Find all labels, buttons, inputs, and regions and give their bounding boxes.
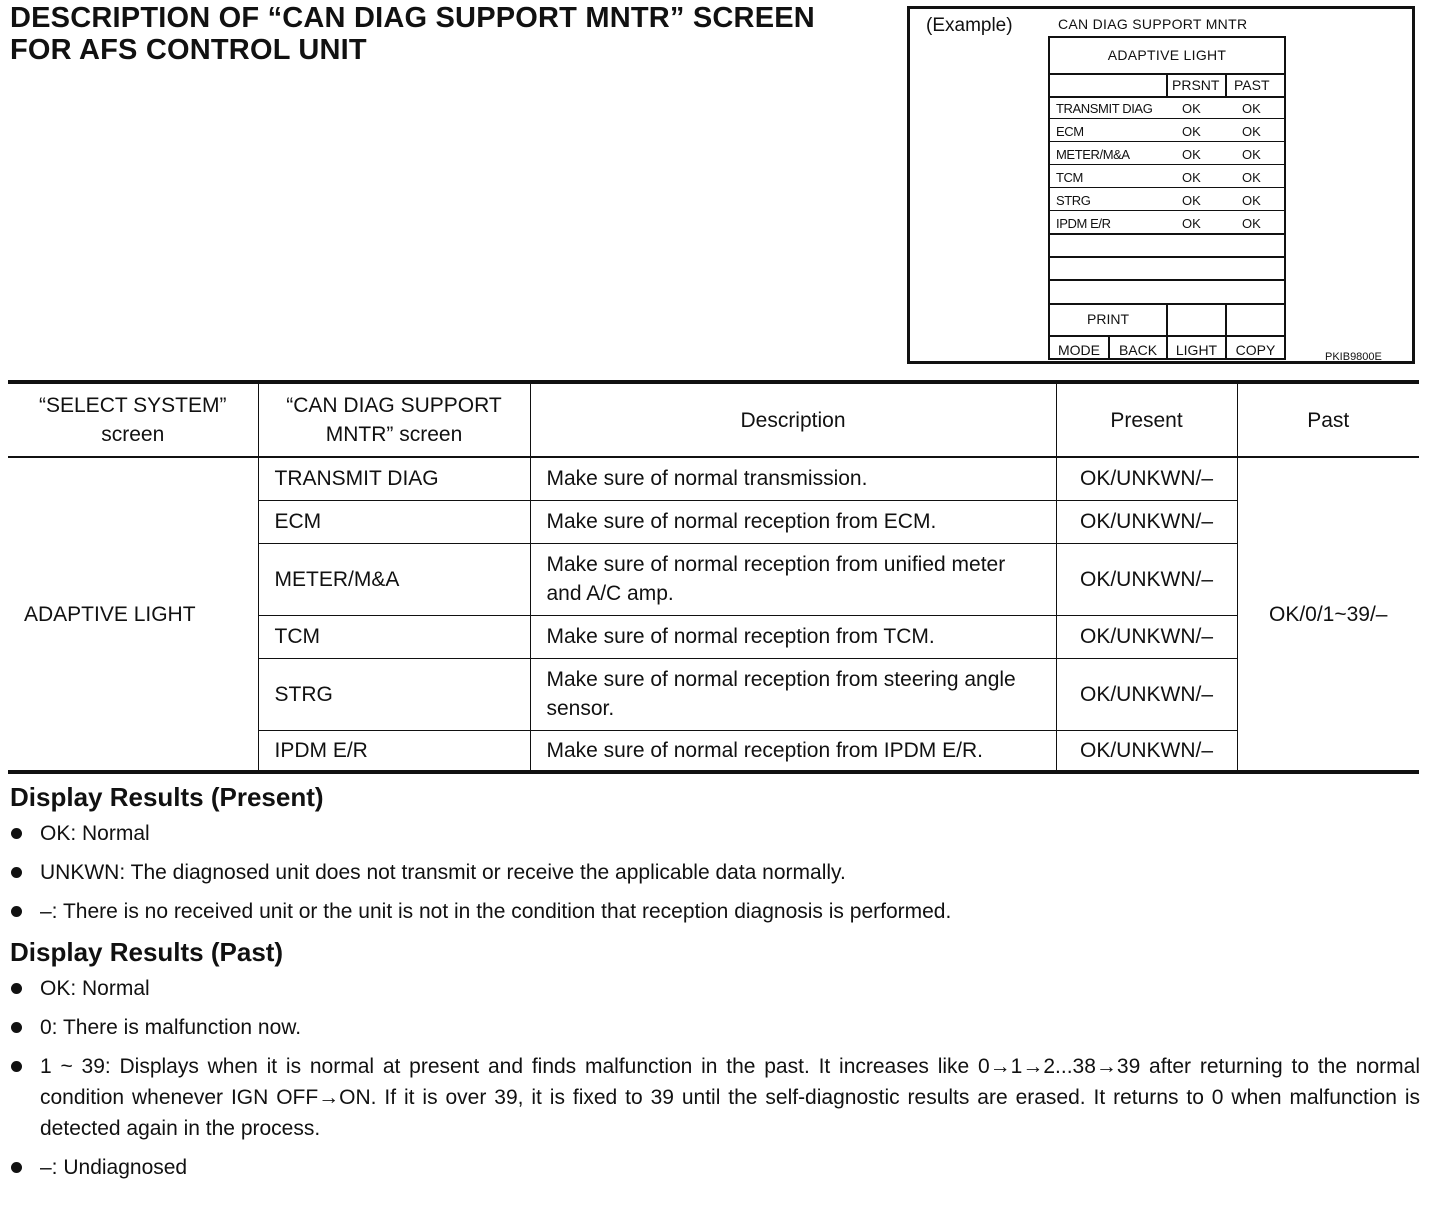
page-title-line-1: DESCRIPTION OF “CAN DIAG SUPPORT MNTR” SCREEN: [10, 2, 815, 34]
cell-present: OK/UNKWN/–: [1056, 658, 1237, 730]
screen-col-past: PAST: [1234, 77, 1270, 93]
screen-title: CAN DIAG SUPPORT MNTR: [1058, 16, 1248, 32]
screen-row-present: OK: [1182, 170, 1201, 185]
screen-row-name: METER/M&A: [1056, 147, 1130, 162]
results-present-title: Display Results (Present): [10, 782, 324, 812]
cell-description: Make sure of normal transmission.: [530, 457, 1056, 500]
cell-description: Make sure of normal reception from unified meter and A/C amp.: [530, 543, 1056, 615]
bullet-icon: [11, 1022, 22, 1033]
cell-present: OK/UNKWN/–: [1056, 730, 1237, 772]
screen-row-name: TCM: [1056, 170, 1083, 185]
bullet-icon: [11, 1162, 22, 1173]
figure-code: PKIB9800E: [1325, 351, 1382, 363]
list-item-text: UNKWN: The diagnosed unit does not transmit or receive the applicable data normally.: [40, 861, 846, 884]
screen-empty-row: [1050, 281, 1284, 305]
cell-present: OK/UNKWN/–: [1056, 500, 1237, 543]
list-item-text: –: Undiagnosed: [40, 1156, 188, 1179]
screen-divider: [1166, 305, 1168, 337]
cell-item: METER/M&A: [258, 543, 530, 615]
bullet-icon: [11, 867, 22, 878]
page-title: [10, 2, 890, 66]
example-screen: [1048, 36, 1286, 360]
screen-row: [1050, 166, 1284, 188]
header-can-diag: [258, 382, 530, 457]
list-item-text: OK: Normal: [40, 977, 150, 1000]
results-past-list: [10, 973, 1420, 1183]
screen-row-past: OK: [1242, 147, 1261, 162]
screen-row: [1050, 212, 1284, 235]
screen-row-present: OK: [1182, 147, 1201, 162]
page-title-line-2: FOR AFS CONTROL UNIT: [10, 34, 367, 66]
screen-row-past: OK: [1242, 216, 1261, 231]
screen-row-past: OK: [1242, 193, 1261, 208]
screen-divider: [1166, 75, 1168, 96]
list-item: [10, 1012, 1420, 1043]
list-item: [10, 896, 1420, 927]
screen-system-name: ADAPTIVE LIGHT: [1050, 38, 1284, 75]
list-item: [10, 818, 1420, 849]
cell-past: OK/0/1~39/–: [1237, 457, 1419, 772]
header-past: Past: [1237, 382, 1419, 457]
screen-row-present: OK: [1182, 216, 1201, 231]
screen-row-name: ECM: [1056, 124, 1084, 139]
can-diag-table: [8, 380, 1419, 774]
cell-present: OK/UNKWN/–: [1056, 457, 1237, 500]
list-item-text: OK: Normal: [40, 822, 150, 845]
example-label: (Example): [926, 15, 1013, 36]
results-past-title: Display Results (Past): [10, 937, 284, 967]
cell-item: STRG: [258, 658, 530, 730]
screen-row: [1050, 120, 1284, 142]
cell-item: TRANSMIT DIAG: [258, 457, 530, 500]
screen-row-name: STRG: [1056, 193, 1091, 208]
cell-item: ECM: [258, 500, 530, 543]
light-button[interactable]: LIGHT: [1175, 342, 1218, 358]
cell-item: TCM: [258, 615, 530, 658]
cell-present: OK/UNKWN/–: [1056, 543, 1237, 615]
list-item: [10, 1051, 1420, 1144]
screen-divider: [1225, 305, 1227, 337]
print-button[interactable]: PRINT: [1087, 311, 1129, 327]
screen-row-name: TRANSMIT DIAG: [1056, 101, 1153, 116]
cell-description: Make sure of normal reception from steering angle sensor.: [530, 658, 1056, 730]
results-section: [10, 780, 1420, 1191]
screen-row: [1050, 143, 1284, 165]
list-item-text: 0: There is malfunction now.: [40, 1016, 302, 1039]
screen-row: [1050, 189, 1284, 211]
header-present: Present: [1056, 382, 1237, 457]
header-select-system: [8, 382, 258, 457]
copy-button[interactable]: COPY: [1235, 342, 1276, 358]
screen-col-present: PRSNT: [1172, 77, 1220, 93]
screen-row-present: OK: [1182, 124, 1201, 139]
list-item: [10, 973, 1420, 1004]
screen-row-past: OK: [1242, 170, 1261, 185]
cell-description: Make sure of normal reception from TCM.: [530, 615, 1056, 658]
results-present-list: [10, 818, 1420, 927]
screen-row-present: OK: [1182, 193, 1201, 208]
list-item-text: 1 ~ 39: Displays when it is normal at present and finds malfunction in the past. It increases like 0→1→2...38→39 after returning to the normal condition whenever IGN OFF→ON. If it is over 39, it is fixed to 39 until the self-diagnostic results are erased. It returns to 0 when malfunction is detected again in the process.: [40, 1055, 1420, 1140]
cell-description: Make sure of normal reception from ECM.: [530, 500, 1056, 543]
cell-description: Make sure of normal reception from IPDM E/R.: [530, 730, 1056, 772]
list-item: [10, 1152, 1420, 1183]
screen-row-past: OK: [1242, 101, 1261, 116]
bullet-icon: [11, 906, 22, 917]
header-can-diag-line2: MNTR” screen: [325, 423, 463, 446]
table-row: [8, 457, 1419, 500]
back-button[interactable]: BACK: [1118, 342, 1158, 358]
list-item-text: –: There is no received unit or the unit is not in the condition that reception diagnosis is performed.: [40, 900, 952, 923]
header-select-system-line2: screen: [101, 423, 165, 446]
screen-empty-row: [1050, 235, 1284, 258]
cell-item: IPDM E/R: [258, 730, 530, 772]
example-panel: [907, 6, 1415, 364]
header-select-system-line1: “SELECT SYSTEM”: [39, 394, 227, 417]
cell-present: OK/UNKWN/–: [1056, 615, 1237, 658]
header-can-diag-line1: “CAN DIAG SUPPORT: [286, 394, 502, 417]
table-header-row: [8, 382, 1419, 457]
list-item: [10, 857, 1420, 888]
bullet-icon: [11, 828, 22, 839]
bullet-icon: [11, 983, 22, 994]
bullet-icon: [11, 1061, 22, 1072]
cell-system: ADAPTIVE LIGHT: [8, 457, 258, 772]
mode-button[interactable]: MODE: [1058, 342, 1100, 358]
screen-row: [1050, 97, 1284, 119]
screen-row-name: IPDM E/R: [1056, 216, 1111, 231]
screen-empty-row: [1050, 258, 1284, 281]
screen-row-present: OK: [1182, 101, 1201, 116]
header-description: Description: [530, 382, 1056, 457]
screen-row-past: OK: [1242, 124, 1261, 139]
screen-divider: [1225, 75, 1227, 96]
